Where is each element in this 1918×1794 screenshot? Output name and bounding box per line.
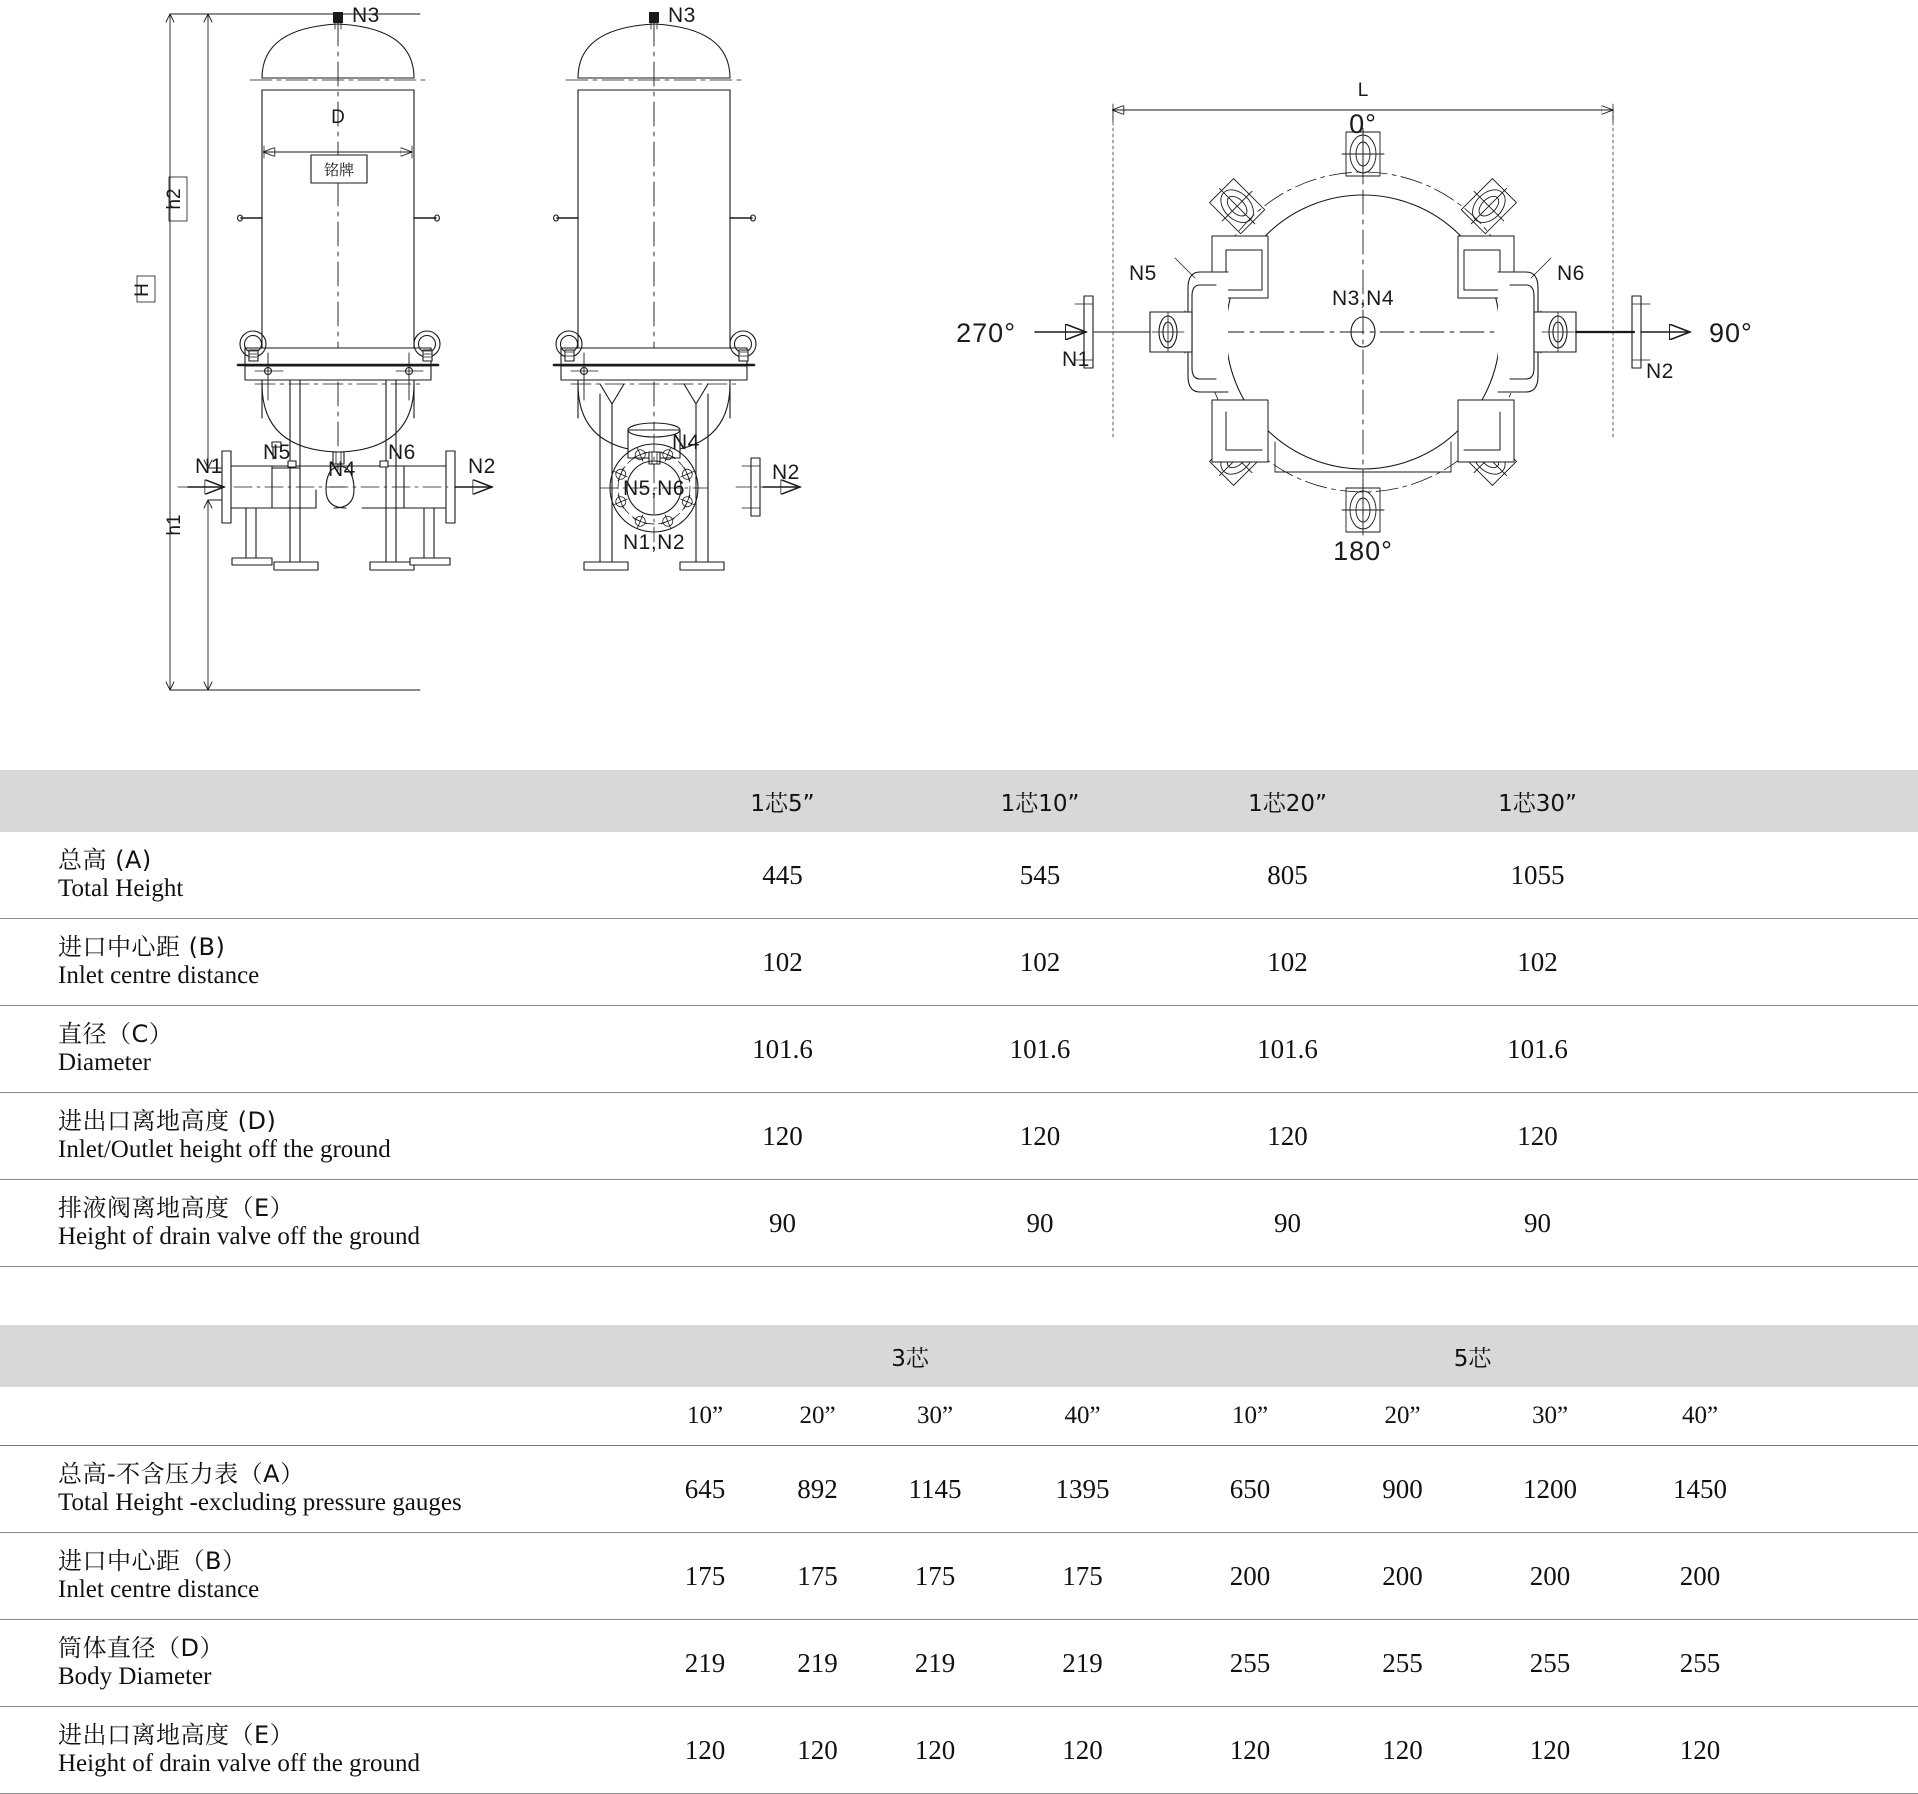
label-n3-front: N3 [352,4,380,27]
row-label-body-diameter [0,1620,650,1707]
cell-value: 892 [760,1446,875,1533]
label-angle-90: 90° [1709,318,1753,348]
technical-drawing [0,0,1918,740]
cell-spacer [1775,1707,1918,1794]
cell-value: 175 [995,1533,1170,1620]
table-row [0,832,1918,919]
table-one-header-label-col [0,770,650,832]
cell-value: 101.6 [1410,1006,1665,1093]
cell-value: 120 [1475,1707,1625,1794]
label-dim-d: D [331,107,345,128]
table-one-header-col-2: 1芯20” [1165,770,1410,832]
row-label-cn: 直径（C） [58,1020,174,1049]
table-two-sub-col-4: 10” [1170,1387,1330,1446]
cell-value: 175 [650,1533,760,1620]
table-two-sub-col-5: 20” [1330,1387,1475,1446]
row-label-cn: 排液阀离地高度（E） [58,1194,295,1223]
label-dim-h1: h1 [164,514,185,536]
cell-value: 219 [760,1620,875,1707]
table-row [0,1707,1918,1794]
row-label-cn: 进出口离地高度（E） [58,1721,295,1750]
cell-value: 200 [1330,1533,1475,1620]
cell-spacer [1665,1180,1918,1267]
table-one-header-spacer [1665,770,1918,832]
label-n3-n4-plan: N3,N4 [1331,287,1395,310]
row-label-en: Total Height [58,875,184,903]
label-n2-plan: N2 [1646,360,1674,383]
cell-value: 120 [1410,1093,1665,1180]
label-n4-side: N4 [672,431,700,454]
label-dim-h: H [132,283,153,297]
label-n6-plan: N6 [1557,262,1585,285]
cell-value: 120 [1165,1093,1410,1180]
row-label-cn: 进出口离地高度 (D) [58,1107,277,1136]
table-two-sub-col-7: 40” [1625,1387,1775,1446]
table-two-header-label-col [0,1325,650,1387]
cell-value: 805 [1165,832,1410,919]
spec-table-one [0,770,1918,1267]
label-n1-plan: N1 [1062,348,1090,371]
cell-spacer [1665,1093,1918,1180]
label-n1-front: N1 [195,455,223,478]
table-one-header-col-0: 1芯5” [650,770,915,832]
table-one-header-row [0,770,1918,832]
row-label-en: Diameter [58,1049,152,1077]
cell-value: 90 [650,1180,915,1267]
cell-value: 101.6 [650,1006,915,1093]
cell-spacer [1775,1620,1918,1707]
row-label-total-height-excl-gauges [0,1446,650,1533]
row-label-en: Body Diameter [58,1663,212,1691]
row-label-cn: 筒体直径（D） [58,1634,224,1663]
cell-value: 900 [1330,1446,1475,1533]
cell-value: 255 [1330,1620,1475,1707]
table-one-header-col-1: 1芯10” [915,770,1165,832]
cell-value: 120 [650,1093,915,1180]
front-elevation-view [166,12,492,690]
table-two-sub-header-row [0,1387,1918,1446]
row-label-en: Height of drain valve off the ground [58,1223,420,1251]
spec-table-two [0,1325,1918,1794]
label-n5-plan: N5 [1129,262,1157,285]
table-two-sub-spacer [1775,1387,1918,1446]
label-n5-n6-side: N5,N6 [622,477,686,500]
cell-value: 650 [1170,1446,1330,1533]
label-n2-front: N2 [468,455,496,478]
table-two-group-3core: 3芯 [650,1325,1170,1387]
cell-value: 120 [650,1707,760,1794]
cell-value: 120 [915,1093,1165,1180]
cell-value: 120 [995,1707,1170,1794]
cell-value: 120 [1330,1707,1475,1794]
table-row [0,919,1918,1006]
cell-value: 255 [1475,1620,1625,1707]
cell-value: 102 [650,919,915,1006]
table-two-group-header-row [0,1325,1918,1387]
label-n3-side: N3 [668,4,696,27]
table-two-sub-col-6: 30” [1475,1387,1625,1446]
label-n5-front: N5 [263,441,291,464]
row-label-cn: 总高 (A) [58,846,152,875]
table-row [0,1093,1918,1180]
row-label-en: Inlet centre distance [58,962,260,990]
table-one-header-col-3: 1芯30” [1410,770,1665,832]
cell-value: 200 [1475,1533,1625,1620]
label-n4-front: N4 [328,458,356,481]
cell-spacer [1665,832,1918,919]
cell-value: 101.6 [915,1006,1165,1093]
cell-value: 120 [760,1707,875,1794]
cell-value: 102 [1165,919,1410,1006]
cell-value: 545 [915,832,1165,919]
cell-value: 1200 [1475,1446,1625,1533]
table-two-sub-col-2: 30” [875,1387,995,1446]
cell-value: 175 [875,1533,995,1620]
cell-value: 120 [1170,1707,1330,1794]
cell-value: 102 [915,919,1165,1006]
table-two-sub-col-1: 20” [760,1387,875,1446]
row-label-cn: 进口中心距 (B) [58,933,226,962]
label-n1-n2-side: N1,N2 [622,531,686,554]
row-label-en: Height of drain valve off the ground [58,1750,420,1778]
cell-value: 102 [1410,919,1665,1006]
label-n2-side: N2 [772,461,800,484]
cell-value: 445 [650,832,915,919]
cell-value: 1055 [1410,832,1665,919]
cell-value: 90 [1410,1180,1665,1267]
table-row [0,1620,1918,1707]
cell-spacer [1775,1533,1918,1620]
table-row [0,1446,1918,1533]
cell-spacer [1775,1446,1918,1533]
cell-value: 200 [1625,1533,1775,1620]
cell-value: 219 [875,1620,995,1707]
table-two-sub-col-3: 40” [995,1387,1170,1446]
table-row [0,1533,1918,1620]
row-label-drain-valve-height [0,1180,650,1267]
cell-value: 90 [915,1180,1165,1267]
cell-value: 255 [1170,1620,1330,1707]
plan-view [1035,104,1690,535]
cell-value: 219 [995,1620,1170,1707]
cell-value: 200 [1170,1533,1330,1620]
cell-value: 1450 [1625,1446,1775,1533]
table-two-header-spacer [1775,1325,1918,1387]
cell-spacer [1665,1006,1918,1093]
cell-value: 1395 [995,1446,1170,1533]
row-label-en: Inlet/Outlet height off the ground [58,1136,391,1164]
cell-value: 90 [1165,1180,1410,1267]
table-two-sub-col-0: 10” [650,1387,760,1446]
label-nameplate: 铭牌 [323,161,355,179]
table-row [0,1180,1918,1267]
cell-value: 255 [1625,1620,1775,1707]
label-angle-270: 270° [956,318,1016,348]
label-dim-h2: h2 [164,188,185,210]
row-label-en: Inlet centre distance [58,1576,260,1604]
table-two-group-5core: 5芯 [1170,1325,1775,1387]
row-label-inlet-outlet-height [0,1093,650,1180]
cell-value: 1145 [875,1446,995,1533]
label-angle-0: 0° [1349,109,1377,139]
cell-value: 120 [1625,1707,1775,1794]
table-two-sub-label-col [0,1387,650,1446]
label-n6-front: N6 [388,441,416,464]
cell-value: 219 [650,1620,760,1707]
label-dim-l: L [1357,80,1369,101]
row-label-diameter [0,1006,650,1093]
cell-value: 175 [760,1533,875,1620]
table-row [0,1006,1918,1093]
row-label-cn: 总高-不含压力表（A） [58,1460,305,1489]
cell-value: 645 [650,1446,760,1533]
row-label-inlet-centre-distance [0,919,650,1006]
row-label-cn: 进口中心距（B） [58,1547,247,1576]
row-label-total-height [0,832,650,919]
cell-spacer [1665,919,1918,1006]
label-angle-180: 180° [1333,536,1393,566]
cell-value: 120 [875,1707,995,1794]
row-label-drain-valve-height-2 [0,1707,650,1794]
row-label-inlet-centre-distance-2 [0,1533,650,1620]
row-label-en: Total Height -excluding pressure gauges [58,1489,462,1517]
cell-value: 101.6 [1165,1006,1410,1093]
